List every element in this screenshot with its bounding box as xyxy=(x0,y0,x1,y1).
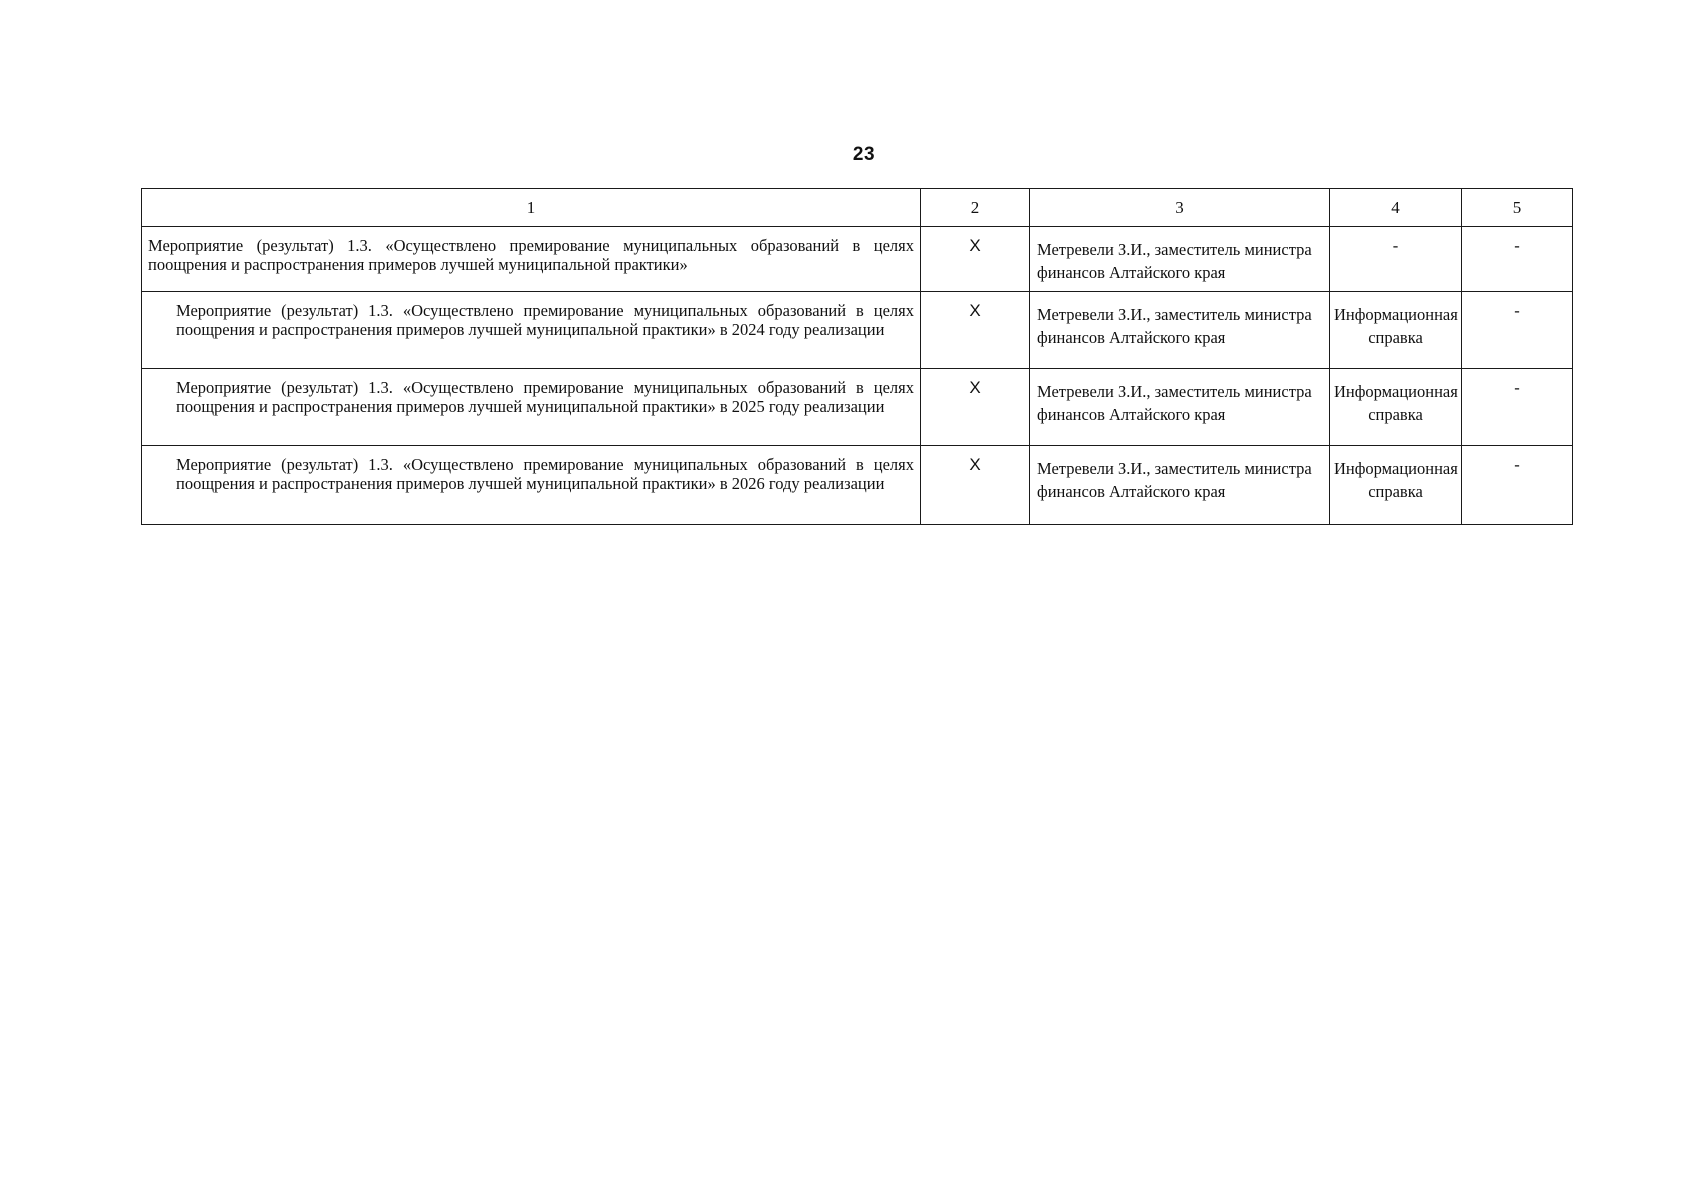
document-cell xyxy=(1330,446,1462,525)
col5-text: - xyxy=(1514,378,1520,397)
table-row xyxy=(142,369,1573,446)
mark-cell xyxy=(921,292,1030,369)
document-text: Информационная справка xyxy=(1334,382,1458,424)
activity-text: Мероприятие (результат) 1.3. «Осуществлено премирование муниципальных образований в целях поощрения и распространения примеров лучшей муниципальной практики» в 2025 году реализации xyxy=(176,378,914,416)
col5-text: - xyxy=(1514,236,1520,255)
col5-cell xyxy=(1462,292,1573,369)
mark-cell xyxy=(921,227,1030,292)
document-text: Информационная справка xyxy=(1334,459,1458,501)
column-header-3: 3 xyxy=(1030,189,1330,227)
col5-text: - xyxy=(1514,455,1520,474)
responsible-cell xyxy=(1030,292,1330,369)
mark-cell xyxy=(921,369,1030,446)
activity-cell xyxy=(142,369,921,446)
document-cell xyxy=(1330,369,1462,446)
page-number: 23 xyxy=(852,144,876,165)
activity-text: Мероприятие (результат) 1.3. «Осуществлено премирование муниципальных образований в целях поощрения и распространения примеров лучшей муниципальной практики» в 2026 году реализации xyxy=(176,455,914,493)
table-row xyxy=(142,292,1573,369)
document-text: Информационная справка xyxy=(1334,305,1458,347)
responsible-text: Метревели З.И., заместитель министра финансов Алтайского края xyxy=(1037,459,1312,501)
mark-text: X xyxy=(969,455,981,474)
activity-text: Мероприятие (результат) 1.3. «Осуществлено премирование муниципальных образований в целях поощрения и распространения примеров лучшей муниципальной практики» в 2024 году реализации xyxy=(176,301,914,339)
responsible-cell xyxy=(1030,369,1330,446)
activity-cell xyxy=(142,446,921,525)
column-header-4: 4 xyxy=(1330,189,1462,227)
activity-text: Мероприятие (результат) 1.3. «Осуществлено премирование муниципальных образований в целях поощрения и распространения примеров лучшей муниципальной практики» xyxy=(148,236,914,274)
measures-table xyxy=(141,188,1573,525)
col5-cell xyxy=(1462,446,1573,525)
responsible-text: Метревели З.И., заместитель министра финансов Алтайского края xyxy=(1037,240,1312,282)
mark-text: X xyxy=(969,378,981,397)
responsible-text: Метревели З.И., заместитель министра финансов Алтайского края xyxy=(1037,382,1312,424)
responsible-cell xyxy=(1030,446,1330,525)
mark-cell xyxy=(921,446,1030,525)
table-row xyxy=(142,227,1573,292)
table-header-row xyxy=(142,189,1573,227)
document-cell xyxy=(1330,227,1462,292)
document-text: - xyxy=(1392,236,1399,255)
col5-text: - xyxy=(1514,301,1520,320)
column-header-5: 5 xyxy=(1462,189,1573,227)
responsible-text: Метревели З.И., заместитель министра финансов Алтайского края xyxy=(1037,305,1312,347)
col5-cell xyxy=(1462,227,1573,292)
document-cell xyxy=(1330,292,1462,369)
responsible-cell xyxy=(1030,227,1330,292)
col5-cell xyxy=(1462,369,1573,446)
column-header-2: 2 xyxy=(921,189,1030,227)
activity-cell xyxy=(142,292,921,369)
mark-text: X xyxy=(969,236,981,255)
table-row xyxy=(142,446,1573,525)
column-header-1: 1 xyxy=(142,189,921,227)
activity-cell xyxy=(142,227,921,292)
mark-text: X xyxy=(969,301,981,320)
